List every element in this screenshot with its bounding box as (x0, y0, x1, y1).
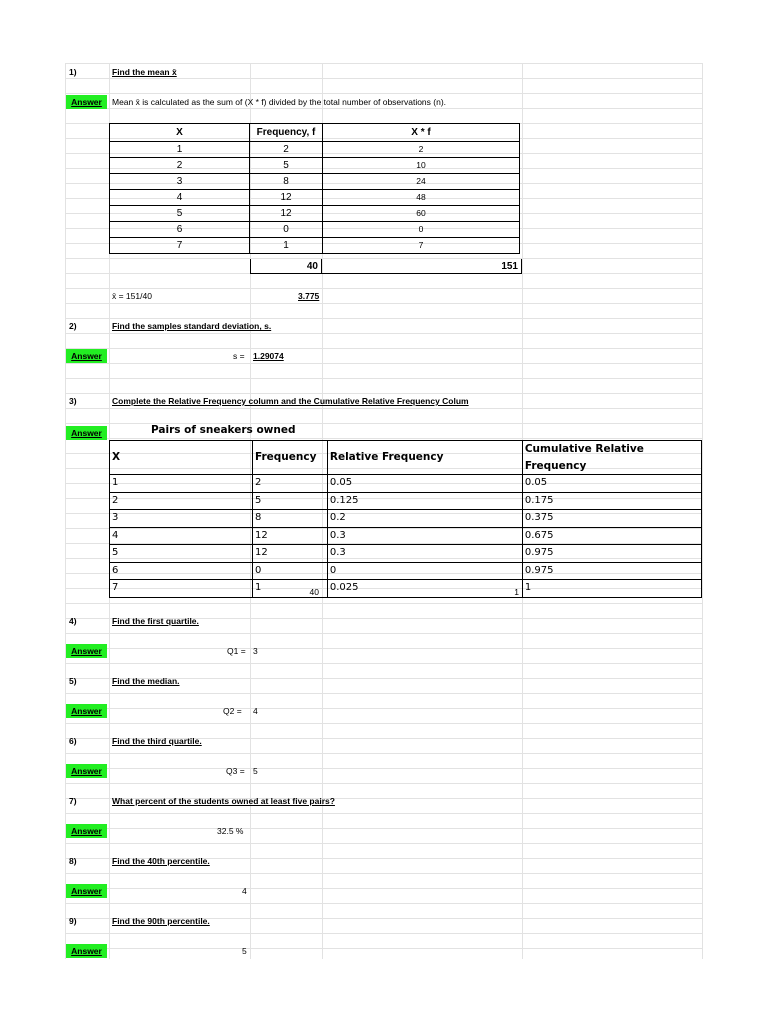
table-row (110, 527, 702, 545)
x-cell: 2 (110, 158, 250, 174)
cumulative-relative-frequency-cell: 0.375 (522, 510, 701, 528)
percentile-40-value: 4 (242, 886, 247, 896)
table-row (110, 158, 520, 174)
mean-table-body (110, 142, 520, 254)
mean-formula: x̄ = 151/40 (112, 291, 152, 301)
x-cell: 6 (110, 222, 250, 238)
frequency-cell: 1 (252, 580, 327, 598)
mean-explanation: Mean x̄ is calculated as the sum of (X * f) divided by the total number of observations (n). (112, 97, 447, 107)
frequency-cell: 5 (250, 158, 323, 174)
col-header-x: X (110, 124, 250, 142)
xf-cell: 7 (323, 238, 520, 254)
cumulative-relative-frequency-cell: 0.675 (522, 527, 701, 545)
question-prompt-2: Find the samples standard deviation, s. (112, 321, 272, 331)
frequency-cell: 0 (252, 562, 327, 580)
x-cell: 7 (110, 238, 250, 254)
question-number-9: 9) (69, 916, 77, 926)
relative-frequency-table (109, 440, 702, 598)
cumulative-relative-frequency-cell: 0.975 (522, 545, 701, 563)
frequency-cell: 12 (250, 206, 323, 222)
question-number-5: 5) (69, 676, 77, 686)
table-row (110, 545, 702, 563)
x-cell: 7 (110, 580, 253, 598)
q3-value: 5 (253, 766, 258, 776)
frequency-cell: 12 (252, 527, 327, 545)
cumulative-relative-frequency-cell: 1 (522, 580, 701, 598)
x-cell: 4 (110, 190, 250, 206)
table-row (110, 510, 702, 528)
table-row (110, 475, 702, 493)
table-row (110, 222, 520, 238)
relative-frequency-cell: 0.3 (327, 545, 522, 563)
frequency-cell: 0 (250, 222, 323, 238)
question-prompt-7: What percent of the students owned at least five pairs? (112, 796, 335, 806)
std-dev-value: 1.29074 (253, 351, 284, 361)
mean-result: 3.775 (298, 291, 320, 301)
answer-badge: Answer (66, 764, 107, 778)
x-cell: 3 (110, 174, 250, 190)
frequency-cell: 1 (250, 238, 323, 254)
question-prompt-5: Find the median. (112, 676, 180, 686)
question-prompt-1: Find the mean x̄ (112, 67, 177, 77)
cumulative-relative-frequency-cell: 0.175 (522, 492, 701, 510)
frequency-cell: 8 (252, 510, 327, 528)
relative-frequency-cell: 0.025 (327, 580, 522, 598)
relative-frequency-cell: 0.3 (327, 527, 522, 545)
answer-badge: Answer (66, 426, 107, 440)
frequency-cell: 2 (250, 142, 323, 158)
total-frequency: 40 (250, 259, 322, 274)
relative-frequency-cell: 0.05 (327, 475, 522, 493)
answer-badge: Answer (66, 349, 107, 363)
question-prompt-8: Find the 40th percentile. (112, 856, 210, 866)
xf-cell: 60 (323, 206, 520, 222)
question-prompt-3: Complete the Relative Frequency column and the Cumulative Relative Frequency Colum (112, 396, 469, 406)
table-row (110, 562, 702, 580)
xf-cell: 10 (323, 158, 520, 174)
frequency-cell: 12 (252, 545, 327, 563)
std-dev-label: s = (233, 351, 245, 361)
x-cell: 4 (110, 527, 253, 545)
relative-frequency-total: 1 (514, 587, 519, 597)
question-prompt-6: Find the third quartile. (112, 736, 202, 746)
xf-cell: 48 (323, 190, 520, 206)
frequency-cell: 12 (250, 190, 323, 206)
x-cell: 1 (110, 475, 253, 493)
spreadsheet (65, 63, 702, 959)
question-number-2: 2) (69, 321, 77, 331)
xf-cell: 24 (323, 174, 520, 190)
q2-value: 4 (253, 706, 258, 716)
question-number-6: 6) (69, 736, 77, 746)
question-number-8: 8) (69, 856, 77, 866)
q1-value: 3 (253, 646, 258, 656)
question-prompt-9: Find the 90th percentile. (112, 916, 210, 926)
x-cell: 6 (110, 562, 253, 580)
answer-badge: Answer (66, 944, 107, 958)
col-header-relative-frequency: Relative Frequency (327, 441, 522, 475)
question-number-3: 3) (69, 396, 77, 406)
col-header-x: X (110, 441, 253, 475)
col-header-xf: X * f (323, 124, 520, 142)
relative-frequency-cell: 0 (327, 562, 522, 580)
answer-badge: Answer (66, 884, 107, 898)
x-cell: 1 (110, 142, 250, 158)
q1-label: Q1 = (227, 646, 246, 656)
mean-table (109, 123, 520, 254)
answer-badge: Answer (66, 704, 107, 718)
question-number-4: 4) (69, 616, 77, 626)
answer-badge: Answer (66, 644, 107, 658)
answer-badge: Answer (66, 824, 107, 838)
table-row (110, 206, 520, 222)
total-xf: 151 (322, 259, 522, 274)
q2-label: Q2 = (223, 706, 242, 716)
table-row (110, 238, 520, 254)
x-cell: 2 (110, 492, 253, 510)
relative-frequency-cell: 0.125 (327, 492, 522, 510)
frequency-cell: 2 (252, 475, 327, 493)
percentile-90-value: 5 (242, 946, 247, 956)
table-row (110, 190, 520, 206)
x-cell: 3 (110, 510, 253, 528)
table-row (110, 142, 520, 158)
percent-value: 32.5 % (217, 826, 244, 836)
frequency-table-title: Pairs of sneakers owned (151, 424, 296, 436)
answer-badge: Answer (66, 95, 107, 109)
relative-frequency-cell: 0.2 (327, 510, 522, 528)
cumulative-relative-frequency-cell: 0.05 (522, 475, 701, 493)
col-header-frequency: Frequency, f (250, 124, 323, 142)
x-cell: 5 (110, 545, 253, 563)
question-prompt-4: Find the first quartile. (112, 616, 199, 626)
question-number-7: 7) (69, 796, 77, 806)
frequency-cell: 5 (252, 492, 327, 510)
col-header-cumulative-relative-frequency: Cumulative Relative Frequency (522, 441, 701, 475)
relative-frequency-table-body (110, 475, 702, 598)
cumulative-relative-frequency-cell: 0.975 (522, 562, 701, 580)
frequency-total: 40 (309, 587, 319, 597)
xf-cell: 2 (323, 142, 520, 158)
table-row (110, 174, 520, 190)
col-header-frequency: Frequency (252, 441, 327, 475)
q3-label: Q3 = (226, 766, 245, 776)
table-row (110, 492, 702, 510)
xf-cell: 0 (323, 222, 520, 238)
x-cell: 5 (110, 206, 250, 222)
question-number-1: 1) (69, 67, 77, 77)
frequency-cell: 8 (250, 174, 323, 190)
